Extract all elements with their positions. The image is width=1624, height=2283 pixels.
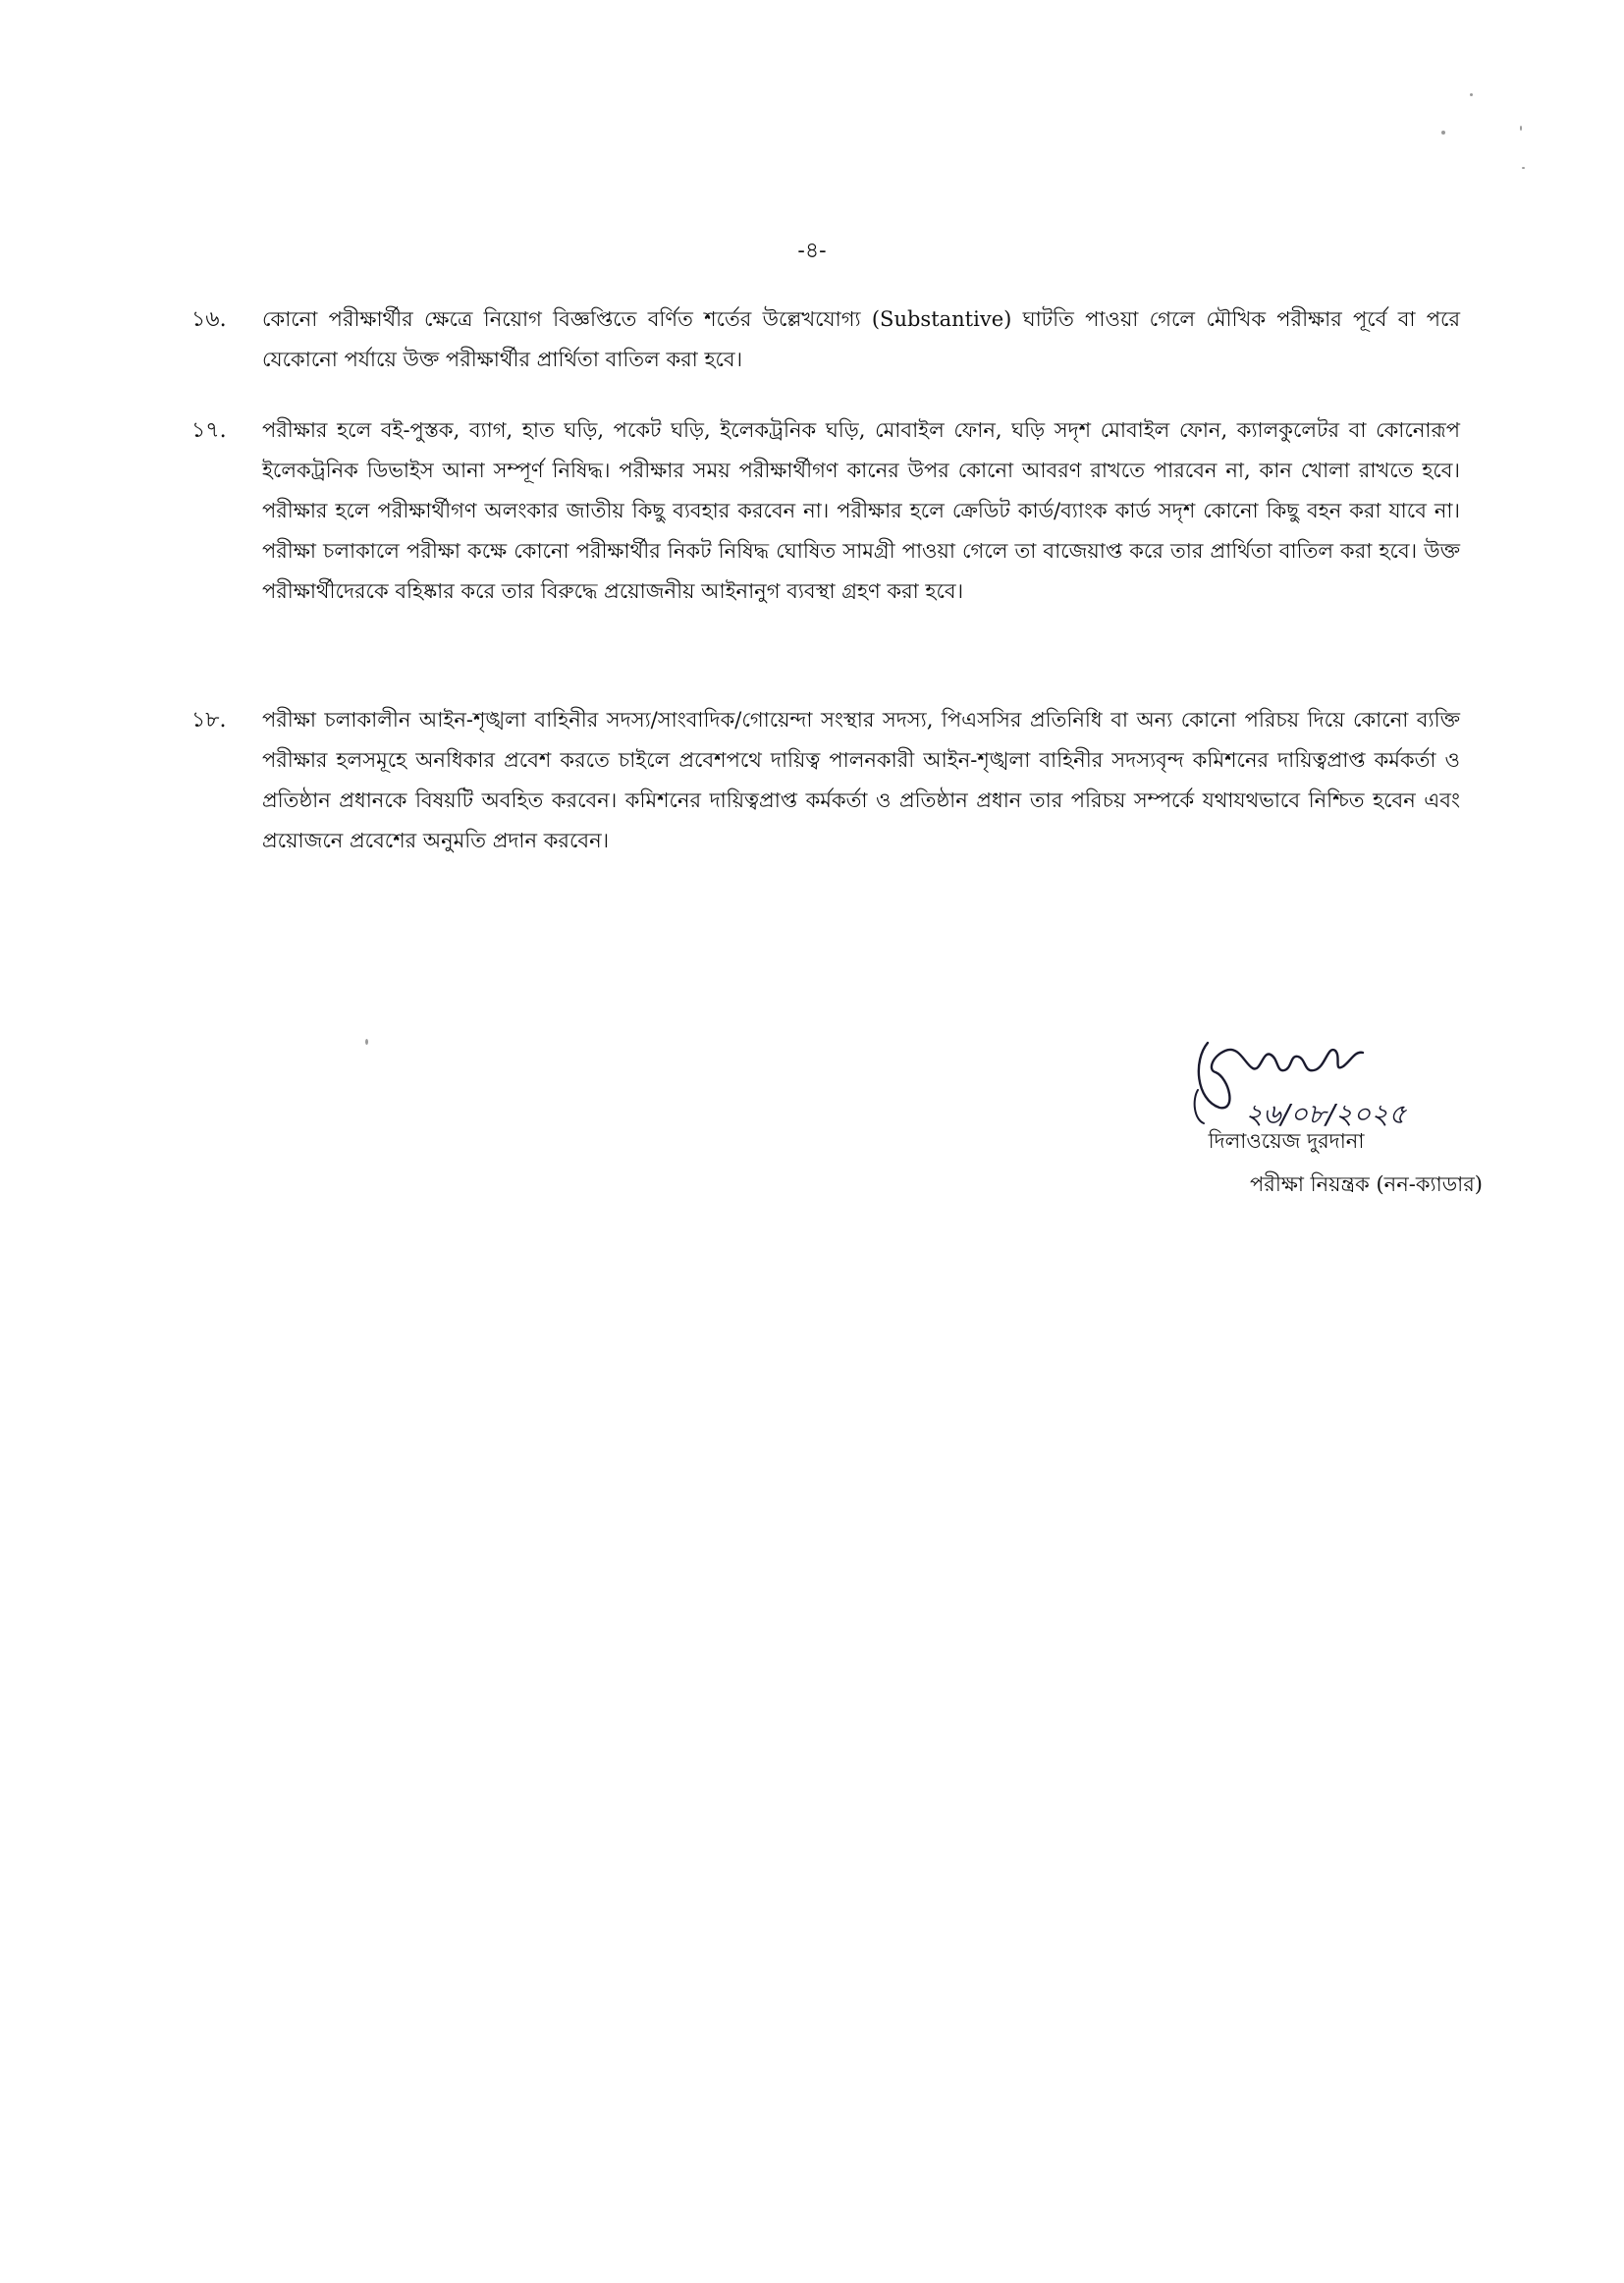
signer-designation: পরীক্ষা নিয়ন্ত্রক (নন-ক্যাডার) (1250, 1172, 1483, 1196)
handwritten-signature (1168, 1021, 1424, 1139)
clause-text: কোনো পরীক্ষার্থীর ক্ষেত্রে নিয়োগ বিজ্ঞপ্তিতে বর্ণিত শর্তের উল্লেখযোগ্য (Substantive) ঘাটতি পাওয়া গেলে মৌখিক পরীক্ষার পূর্বে বা পরে যেকোনো পর্যায়ে উক্ত পরীক্ষার্থীর প্রার্থিতা বাতিল করা হবে। (262, 307, 1460, 371)
scan-speck (1441, 131, 1445, 135)
clause-number: ১৮. (191, 708, 227, 733)
clause-number: ১৭. (191, 418, 227, 443)
scan-speck (1520, 126, 1522, 131)
scan-speck (1522, 167, 1525, 169)
clause-number: ১৬. (191, 307, 227, 332)
scan-speck (1470, 93, 1473, 96)
clause-text: পরীক্ষা চলাকালীন আইন-শৃঙ্খলা বাহিনীর সদস্য/সাংবাদিক/গোয়েন্দা সংস্থার সদস্য, পিএসসির প্রতিনিধি বা অন্য কোনো পরিচয় দিয়ে কোনো ব্যক্তি পরীক্ষার হলসমূহে অনধিকার প্রবেশ করতে চাইলে প্রবেশপথে দায়িত্ব পালনকারী আইন-শৃঙ্খলা বাহিনীর সদস্যবৃন্দ কমিশনের দায়িত্বপ্রাপ্ত কর্মকর্তা ও প্রতিষ্ঠান প্রধানকে বিষয়টি অবহিত করবেন। কমিশনের দায়িত্বপ্রাপ্ত কর্মকর্তা ও প্রতিষ্ঠান প্রধান তার পরিচয় সম্পর্কে যথাযথভাবে নিশ্চিত হবেন এবং প্রয়োজনে প্রবেশের অনুমতি প্রদান করবেন। (262, 708, 1460, 852)
scan-speck (365, 1039, 368, 1045)
signature-date: ২৬/০৮/২০২৫ (1245, 1098, 1407, 1130)
signer-name: দিলাওয়েজ দুরদানা (1208, 1129, 1365, 1153)
page-number: -৪- (797, 239, 827, 263)
signature-block (1129, 1021, 1483, 1218)
clause-text: পরীক্ষার হলে বই-পুস্তক, ব্যাগ, হাত ঘড়ি, পকেট ঘড়ি, ইলেকট্রনিক ঘড়ি, মোবাইল ফোন, ঘড়ি সদৃশ মোবাইল ফোন, ক্যালকুলেটর বা কোনোরূপ ইলেকট্রনিক ডিভাইস আনা সম্পূর্ণ নিষিদ্ধ। পরীক্ষার সময় পরীক্ষার্থীগণ কানের উপর কোনো আবরণ রাখতে পারবেন না, কান খোলা রাখতে হবে। পরীক্ষার হলে পরীক্ষার্থীগণ অলংকার জাতীয় কিছু ব্যবহার করবেন না। পরীক্ষার হলে ক্রেডিট কার্ড/ব্যাংক কার্ড সদৃশ কোনো কিছু বহন করা যাবে না। পরীক্ষা চলাকালে পরীক্ষা কক্ষে কোনো পরীক্ষার্থীর নিকট নিষিদ্ধ ঘোষিত সামগ্রী পাওয়া গেলে তা বাজেয়াপ্ত করে তার প্রার্থিতা বাতিল করা হবে। উক্ত পরীক্ষার্থীদেরকে বহিষ্কার করে তার বিরুদ্ধে প্রয়োজনীয় আইনানুগ ব্যবস্থা গ্রহণ করা হবে। (262, 418, 1460, 603)
